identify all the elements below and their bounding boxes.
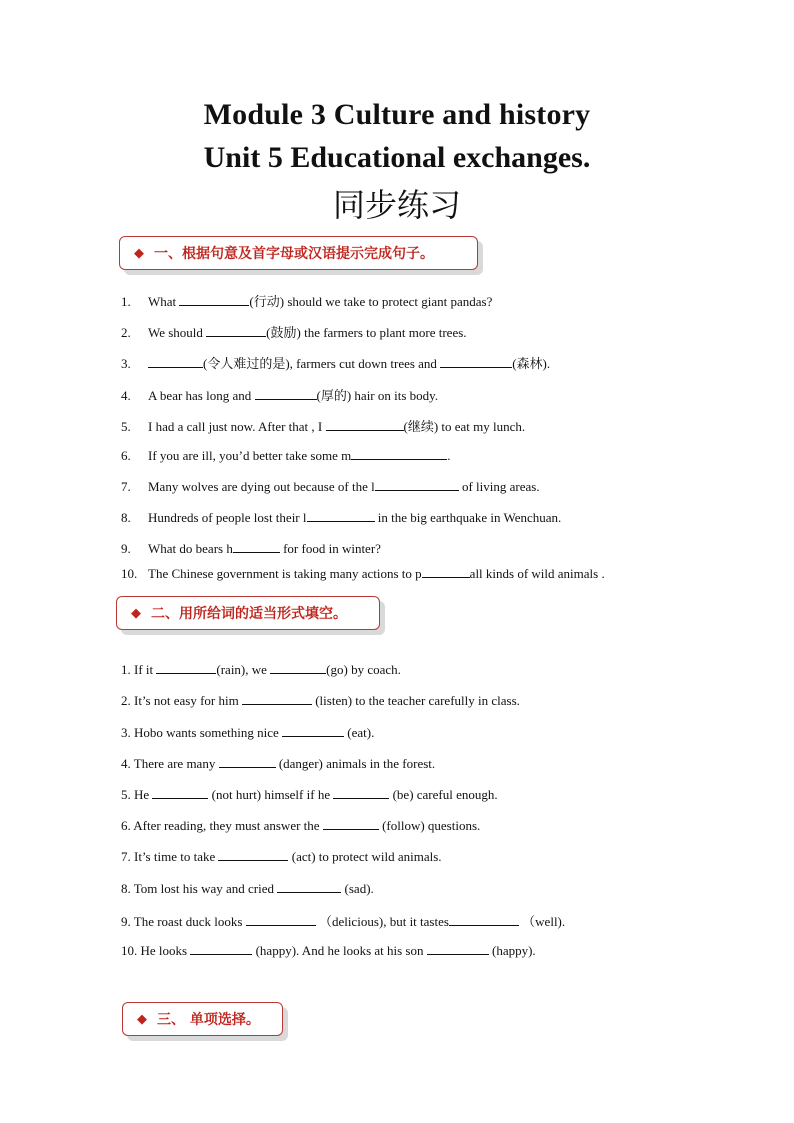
question-text: I had a call just now. After that , I — [148, 419, 326, 434]
answer-blank[interactable] — [270, 661, 326, 674]
s2-question-2 — [121, 692, 520, 709]
question-text: in the big earthquake in Wenchuan. — [374, 510, 562, 525]
question-text: for food in winter? — [279, 541, 381, 556]
s1-question-10 — [121, 565, 605, 582]
s1-question-5 — [121, 416, 525, 435]
question-text: (listen) to the teacher carefully in class. — [311, 693, 520, 708]
question-text: (rain), we — [216, 662, 271, 677]
section-2-heading-box — [116, 596, 380, 630]
question-text: 6. After reading, they must answer the — [121, 818, 323, 833]
question-text: (sad). — [341, 881, 374, 896]
s2-question-5 — [121, 786, 498, 803]
answer-blank[interactable] — [179, 293, 249, 306]
section-3-heading-box — [122, 1002, 283, 1036]
title-module: Module 3 Culture and history — [203, 98, 591, 131]
answer-blank[interactable] — [190, 942, 252, 955]
title-unit: Unit 5 Educational exchanges. — [203, 141, 591, 174]
question-text: Hundreds of people lost their l — [148, 510, 307, 525]
question-text: (not hurt) himself if he — [208, 787, 334, 802]
answer-blank[interactable] — [449, 913, 519, 926]
answer-blank[interactable] — [440, 355, 512, 368]
question-text: (eat). — [344, 725, 375, 740]
diamond-icon: ◆ — [131, 605, 141, 621]
question-text: 7. It’s time to take — [121, 849, 219, 864]
question-text: The Chinese government is taking many actions to p — [148, 566, 422, 581]
answer-blank[interactable] — [307, 509, 375, 522]
question-text: What do bears h — [148, 541, 233, 556]
answer-blank[interactable] — [333, 786, 389, 799]
question-text: 3. Hobo wants something nice — [121, 725, 283, 740]
question-text: (go) by coach. — [326, 662, 401, 677]
question-text: (行动) should we take to protect giant pandas? — [249, 294, 493, 309]
answer-blank[interactable] — [326, 418, 404, 431]
question-text: (happy). And he looks at his son — [252, 943, 427, 958]
s2-question-9 — [121, 911, 565, 930]
question-text: 9. The roast duck looks — [121, 914, 246, 929]
answer-blank[interactable] — [375, 478, 459, 491]
s1-question-8 — [121, 509, 561, 526]
question-text: Many wolves are dying out because of the l — [148, 479, 375, 494]
section-1-heading: 一、根据句意及首字母或汉语提示完成句子。 — [154, 246, 434, 262]
s2-question-1 — [121, 661, 401, 678]
question-number: 8. — [121, 510, 131, 525]
question-text: What — [148, 294, 180, 309]
answer-blank[interactable] — [206, 324, 266, 337]
title-practice: 同步练习 — [332, 186, 461, 224]
answer-blank[interactable] — [242, 692, 312, 705]
question-number: 10. — [121, 566, 138, 581]
question-number: 4. — [121, 388, 131, 403]
question-text: (继续) to eat my lunch. — [403, 419, 526, 434]
question-text: 8. Tom lost his way and cried — [121, 881, 278, 896]
question-text: (森林). — [512, 356, 551, 371]
section-1-heading-box — [119, 236, 478, 270]
question-text: 10. He looks — [121, 943, 191, 958]
answer-blank[interactable] — [233, 540, 280, 553]
answer-blank[interactable] — [323, 817, 379, 830]
question-text: (be) careful enough. — [389, 787, 498, 802]
answer-blank[interactable] — [218, 848, 288, 861]
answer-blank[interactable] — [277, 880, 341, 893]
s2-question-10 — [121, 942, 536, 959]
answer-blank[interactable] — [246, 913, 316, 926]
answer-blank[interactable] — [152, 786, 208, 799]
question-text: (act) to protect wild animals. — [288, 849, 442, 864]
question-text: 2. It’s not easy for him — [121, 693, 242, 708]
question-text: （well). — [518, 914, 566, 929]
answer-blank[interactable] — [148, 355, 203, 368]
question-number: 2. — [121, 325, 131, 340]
answer-blank[interactable] — [422, 565, 470, 578]
question-text: A bear has long and — [148, 388, 255, 403]
question-text: (令人难过的是), farmers cut down trees and — [203, 356, 441, 371]
question-text: We should — [148, 325, 207, 340]
s2-question-6 — [121, 817, 480, 834]
s1-question-2 — [121, 322, 467, 341]
answer-blank[interactable] — [351, 447, 447, 460]
diamond-icon: ◆ — [137, 1011, 147, 1027]
question-number: 3. — [121, 356, 131, 371]
question-text: （delicious), but it tastes — [315, 914, 449, 929]
question-text: 1. If it — [121, 662, 157, 677]
question-number: 7. — [121, 479, 131, 494]
question-text: of living areas. — [458, 479, 540, 494]
section-3-heading: 三、 单项选择。 — [157, 1012, 260, 1028]
question-number: 5. — [121, 419, 131, 434]
section-2-heading: 二、用所给词的适当形式填空。 — [151, 606, 347, 622]
question-text: (happy). — [488, 943, 536, 958]
s2-question-3 — [121, 724, 374, 741]
question-number: 9. — [121, 541, 131, 556]
answer-blank[interactable] — [282, 724, 344, 737]
s2-question-8 — [121, 880, 374, 897]
s1-question-6 — [121, 447, 451, 464]
s1-question-9 — [121, 540, 381, 557]
diamond-icon: ◆ — [134, 245, 144, 261]
question-text: (follow) questions. — [378, 818, 481, 833]
answer-blank[interactable] — [219, 755, 276, 768]
question-text: If you are ill, you’d better take some m — [148, 448, 352, 463]
s1-question-4 — [121, 385, 438, 404]
s1-question-7 — [121, 478, 540, 495]
question-text: (厚的) hair on its body. — [316, 388, 439, 403]
question-number: 1. — [121, 294, 131, 309]
question-text: . — [447, 448, 451, 463]
question-text: 5. He — [121, 787, 153, 802]
question-text: (danger) animals in the forest. — [275, 756, 436, 771]
s2-question-7 — [121, 848, 442, 865]
s2-question-4 — [121, 755, 435, 772]
s1-question-3 — [121, 353, 550, 372]
question-number: 6. — [121, 448, 131, 463]
question-text: all kinds of wild animals . — [469, 566, 605, 581]
answer-blank[interactable] — [255, 387, 317, 400]
answer-blank[interactable] — [156, 661, 216, 674]
question-text: 4. There are many — [121, 756, 219, 771]
question-text: (鼓励) the farmers to plant more trees. — [266, 325, 467, 340]
answer-blank[interactable] — [427, 942, 489, 955]
s1-question-1 — [121, 291, 492, 310]
